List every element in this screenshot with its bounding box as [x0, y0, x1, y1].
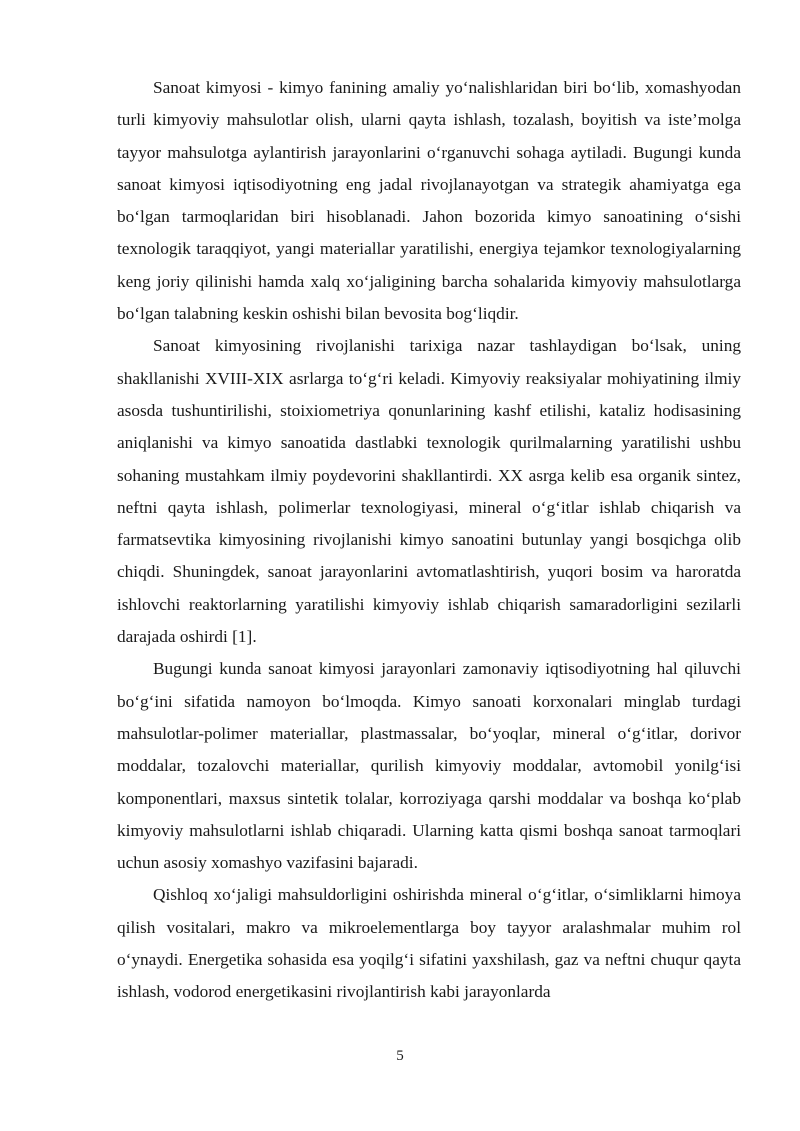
paragraph-1: Sanoat kimyosi - kimyo fanining amaliy yo‘nalishlaridan biri bo‘lib, xomashyodan turli kimyoviy mahsulotlar olish, ularni qayta ishlash, tozalash, boyitish va iste’molga tayyor mahsulotga aylantirish jarayonlarini o‘rganuvchi sohaga aytiladi. Bugungi kunda sanoat kimyosi iqtisodiyotning eng jadal rivojlanayotgan va strategik ahamiyatga ega bo‘lgan tarmoqlaridan biri hisoblanadi. Jahon bozorida kimyo sanoatining o‘sishi texnologik taraqqiyot, yangi materiallar yaratilishi, energiya tejamkor texnologiyalarning keng joriy qilinishi hamda xalq xo‘jaligining barcha sohalarida kimyoviy mahsulotlarga bo‘lgan talabning keskin oshishi bilan bevosita bog‘liqdir. — [117, 78, 741, 324]
paragraph-4: Qishloq xo‘jaligi mahsuldorligini oshirishda mineral o‘g‘itlar, o‘simliklarni himoya qilish vositalari, makro va mikroelementlarga boy tayyor aralashmalar muhim rol o‘ynaydi. Energetika sohasida esa yoqilg‘i sifatini yaxshilash, gaz va neftni chuqur qayta ishlash, vodorod energetikasini rivojlantirish kabi jarayonlarda — [117, 885, 741, 1002]
paragraph-2: Sanoat kimyosining rivojlanishi tarixiga nazar tashlaydigan bo‘lsak, uning shakllanishi XVIII-XIX asrlarga to‘g‘ri keladi. Kimyoviy reaksiyalar mohiyatining ilmiy asosda tushuntirilishi, stoixiometriya qonunlarining kashf etilishi, kataliz hodisasining aniqlanishi va kimyo sanoatida dastlabki texnologik qurilmalarning yaratilishi ushbu sohaning mustahkam ilmiy poydevorini shakllantirdi. XX asrga kelib esa organik sintez, neftni qayta ishlash, polimerlar texnologiyasi, mineral o‘g‘itlar ishlab chiqarish va farmatsevtika kimyosining rivojlanishi kimyo sanoatini butunlay yangi bosqichga olib chiqdi. Shuningdek, sanoat jarayonlarini avtomatlashtirish, yuqori bosim va haroratda ishlovchi reaktorlarning yaratilishi kimyoviy ishlab chiqarish samaradorligini sezilarli darajada oshirdi [1]. — [117, 336, 741, 647]
page-number: 5 — [396, 1048, 404, 1064]
paragraph-3: Bugungi kunda sanoat kimyosi jarayonlari zamonaviy iqtisodiyotning hal qiluvchi bo‘g‘ini sifatida namoyon bo‘lmoqda. Kimyo sanoati korxonalari minglab turdagi mahsulotlar-polimer materiallar, plastmassalar, bo‘yoqlar, mineral o‘g‘itlar, dorivor moddalar, tozalovchi materiallar, qurilish kimyoviy moddalar, avtomobil yonilg‘isi komponentlari, maxsus sintetik tolalar, korroziyaga qarshi moddalar va boshqa ko‘plab kimyoviy mahsulotlarni ishlab chiqaradi. Ularning katta qismi boshqa sanoat tarmoqlari uchun asosiy xomashyo vazifasini bajaradi. — [117, 659, 741, 873]
page-body — [117, 72, 741, 1009]
